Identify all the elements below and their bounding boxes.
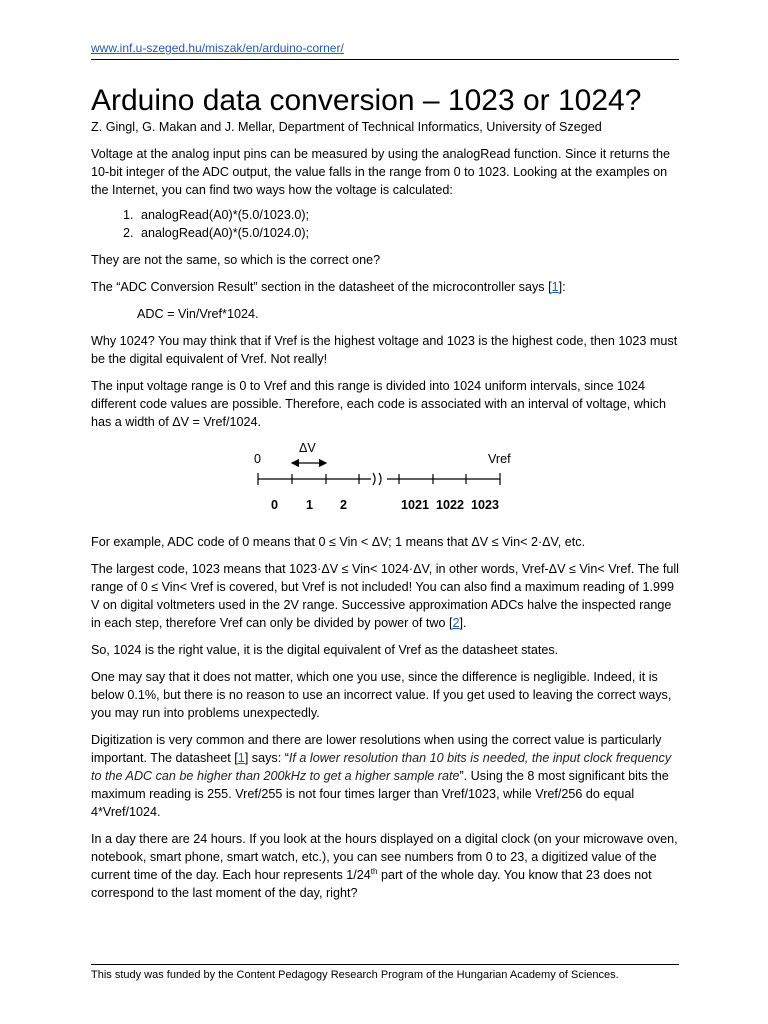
superscript-th: th bbox=[370, 866, 378, 876]
text-span: part of the whole day. You know that 23 does not correspond to the last moment of the day, right? bbox=[91, 868, 652, 900]
axis-break-mark bbox=[373, 473, 381, 485]
code-label: 1 bbox=[306, 498, 314, 512]
digitization-paragraph bbox=[91, 731, 679, 821]
funding-note: This study was funded by the Content Pedagogy Research Program of the Hungarian Academy of Sciences. bbox=[91, 969, 619, 981]
code-label: 2 bbox=[340, 498, 348, 512]
quantization-diagram bbox=[91, 441, 679, 529]
range-paragraph: The input voltage range is 0 to Vref and this range is divided into 1024 uniform intervals, since 1024 different code values are possible. Therefore, each code is associated with an interval of voltage, which has a width of ΔV = Vref/1024. bbox=[91, 379, 666, 429]
page-footer bbox=[91, 964, 679, 982]
list-item: 2. analogRead(A0)*(5.0/1024.0); bbox=[137, 224, 679, 242]
conclusion-paragraph: So, 1024 is the right value, it is the digital equivalent of Vref as the datasheet states. bbox=[91, 643, 559, 657]
footer-divider bbox=[91, 964, 679, 965]
header-divider bbox=[91, 59, 679, 60]
document-page bbox=[91, 40, 679, 902]
text-span: ]: bbox=[558, 280, 566, 294]
code-label: 1022 bbox=[436, 498, 465, 512]
intro-paragraph: Voltage at the analog input pins can be measured by using the analogRead function. Since it returns the 10-bit integer of the ADC output, the value falls in the range from 0 to 1023. Looking at the examples on the Internet, you can find two ways how the voltage is calculated: bbox=[91, 147, 671, 197]
question-paragraph: They are not the same, so which is the correct one? bbox=[91, 253, 381, 267]
text-span: The largest code, 1023 means that 1023·ΔV ≤ Vin< 1024·ΔV, in other words, Vref-ΔV ≤ Vin< Vref. The full range of 0 ≤ Vin< Vref is covered, but Vref is not included! You can also find a maximum reading of 1.999 V on digital voltmeters used in the 2V range. Successive approximation ADCs halve the inspected range in each step, therefore Vref can only be divided by power of two [ bbox=[91, 562, 679, 630]
authors-line: Z. Gingl, G. Makan and J. Mellar, Department of Technical Informatics, University of Szeged bbox=[91, 120, 602, 134]
example-paragraph: For example, ADC code of 0 means that 0 ≤ Vin < ΔV; 1 means that ΔV ≤ Vin< 2·ΔV, etc. bbox=[91, 535, 586, 549]
datasheet-quote: If a lower resolution than 10 bits is needed, the input clock frequency to the ADC can be higher than 200kHz to get a higher sample rate bbox=[91, 751, 672, 783]
text-span: ] says: “ bbox=[244, 751, 289, 765]
clock-paragraph bbox=[91, 830, 679, 902]
text-span: In a day there are 24 hours. If you look at the hours displayed on a digital clock (on your microwave oven, notebook, smart phone, smart watch, etc.), you can see numbers from 0 to 23, a digitized value of the current time of the day. Each hour represents 1/24 bbox=[91, 832, 678, 882]
diagram-label-delta-v: ΔV bbox=[299, 441, 316, 455]
number-line-svg bbox=[91, 441, 679, 529]
reference-link-1[interactable]: 1 bbox=[237, 751, 245, 765]
adc-formula: ADC = Vin/Vref*1024. bbox=[137, 307, 259, 321]
code-label: 1021 bbox=[401, 498, 430, 512]
text-span: The “ADC Conversion Result” section in the datasheet of the microcontroller says [ bbox=[91, 280, 552, 294]
reference-link-1[interactable]: 1 bbox=[551, 280, 559, 294]
document-title: Arduino data conversion – 1023 or 1024? bbox=[91, 84, 642, 117]
code-label: 1023 bbox=[471, 498, 500, 512]
code-list bbox=[91, 206, 679, 242]
text-span: Digitization is very common and there are lower resolutions when using the correct value is particularly important. The datasheet [ bbox=[91, 733, 662, 765]
negligible-paragraph: One may say that it does not matter, which one you use, since the difference is negligible. Indeed, it is below 0.1%, but there is no reason to use an incorrect value. If you get used to leaving the correct ways, you may run into problems unexpectedly. bbox=[91, 670, 672, 720]
datasheet-paragraph bbox=[91, 278, 679, 296]
text-span: ]. bbox=[459, 616, 467, 630]
reference-link-2[interactable]: 2 bbox=[452, 616, 460, 630]
diagram-label-zero: 0 bbox=[254, 452, 262, 466]
text-span: ”. Using the 8 most significant bits the maximum reading is 255. Vref/255 is not four times larger than Vref/1023, while Vref/256 do equal 4*Vref/1024. bbox=[91, 769, 669, 819]
code-label: 0 bbox=[271, 498, 279, 512]
largest-code-paragraph bbox=[91, 560, 679, 632]
why-paragraph: Why 1024? You may think that if Vref is the highest voltage and 1023 is the highest code, then 1023 must be the digital equivalent of Vref. Not really! bbox=[91, 334, 678, 366]
diagram-label-vref: Vref bbox=[488, 452, 511, 466]
header-url-link[interactable]: www.inf.u-szeged.hu/miszak/en/arduino-corner/ bbox=[91, 41, 344, 55]
list-item: 1. analogRead(A0)*(5.0/1023.0); bbox=[137, 206, 679, 224]
